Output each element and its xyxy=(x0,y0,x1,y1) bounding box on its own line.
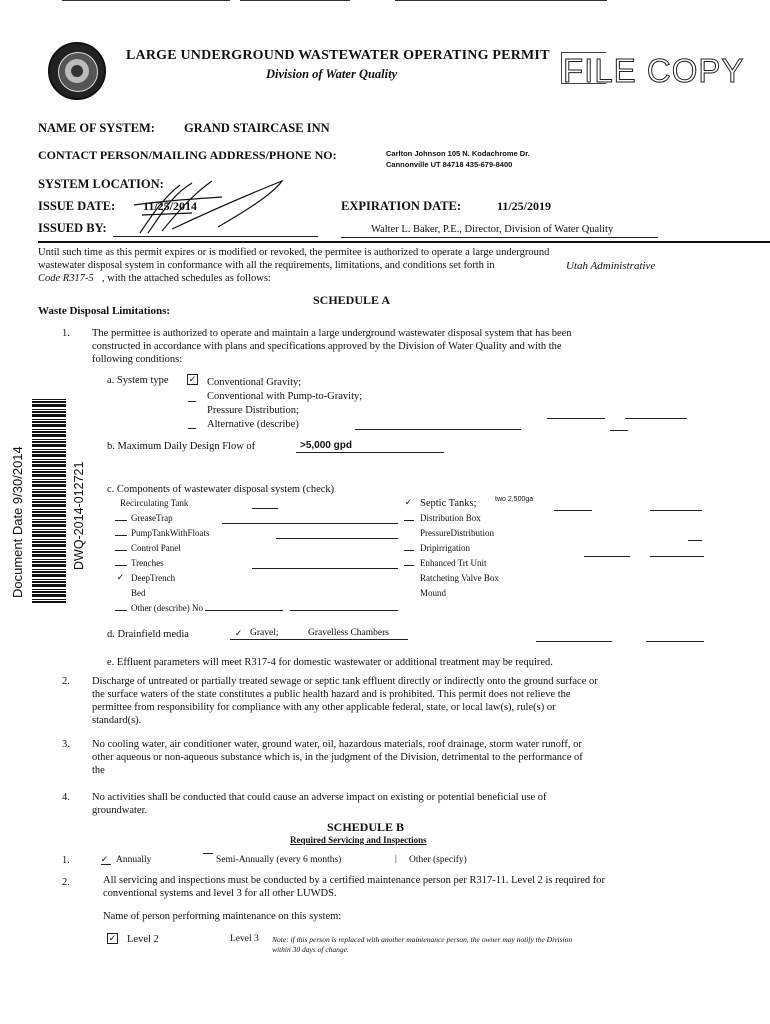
component-recirculating-tank: Recirculating Tank xyxy=(120,498,189,508)
item-2-line-2: the surface waters of the state constitutes a public health hazard and is prohibited. This permit does not relieve the xyxy=(92,689,571,700)
component-septic-tanks: Septic Tanks; xyxy=(420,498,477,509)
checkbox-gravel[interactable]: ✓ xyxy=(234,628,243,638)
effluent-parameters: e. Effluent parameters will meet R317-4 for domestic wastewater or additional treatment may be required. xyxy=(107,657,553,668)
option-pressure-distribution: Pressure Distribution; xyxy=(207,405,299,416)
issued-by-value: Walter L. Baker, P.E., Director, Division of Water Quality xyxy=(371,224,614,235)
item-1-line-3: following conditions: xyxy=(92,354,183,365)
system-location-label: SYSTEM LOCATION: xyxy=(38,177,164,191)
option-annually: Annually xyxy=(116,855,152,865)
schedule-b-item-1-number: 1. xyxy=(62,855,70,866)
level-3-label: Level 3 xyxy=(230,934,259,944)
component-enhanced-treatment: Enhanced Trt Unit xyxy=(420,558,487,568)
document-barcode xyxy=(32,398,66,603)
contact-line2: Cannonville UT 84718 435-679-8400 xyxy=(386,160,513,169)
checkbox-annually[interactable]: ✓ xyxy=(100,854,109,864)
drainfield-media-label: d. Drainfield media xyxy=(107,629,189,640)
checkbox-deep-trench[interactable]: ✓ xyxy=(116,572,125,582)
intro-line-2: wastewater disposal system in conformance with all the requirements, limitations, and conditions set forth in xyxy=(38,260,495,271)
issued-by-label: ISSUED BY: xyxy=(38,221,107,235)
item-2-line-1: Discharge of untreated or partially treated sewage or septic tank effluent directly or indirectly onto the ground surface or xyxy=(92,676,598,687)
maintenance-note-line-1: Note: if this person is replaced with another maintenance person, the owner may notify the Division xyxy=(272,935,573,944)
item-2-number: 2. xyxy=(62,676,70,687)
component-distribution-box: Distribution Box xyxy=(420,513,481,523)
max-flow-value: >5,000 gpd xyxy=(300,440,352,451)
intro-code-number: Code R317-5 xyxy=(38,273,94,284)
file-copy-stamp: FILE COPY xyxy=(563,52,745,89)
item-1-number: 1. xyxy=(62,328,70,339)
component-ratcheting-valve-box: Ratcheting Valve Box xyxy=(420,573,499,583)
contact-line1: Carlton Johnson 105 N. Kodachrome Dr. xyxy=(386,149,530,158)
option-other-marker: | xyxy=(395,853,397,863)
item-4-number: 4. xyxy=(62,792,70,803)
component-pump-tank: PumpTankWithFloats xyxy=(131,528,210,538)
item-3-line-2: other aqueous or non-aqueous substance which is, in the judgment of the Division, detrimental to the performance of xyxy=(92,752,583,763)
schedule-b-item-2-line-1: All servicing and inspections must be conducted by a certified maintenance person per R317-11. Level 2 is required for xyxy=(103,875,605,886)
drainfield-gravel: Gravel; xyxy=(250,628,279,638)
expiration-date-value: 11/25/2019 xyxy=(497,199,552,213)
item-1-line-1: The permittee is authorized to operate and maintain a large underground wastewater disposal system that has been xyxy=(92,328,572,339)
item-3-line-1: No cooling water, air conditioner water, ground water, oil, hazardous materials, roof drainage, storm water runoff, or xyxy=(92,739,582,750)
component-trenches: Trenches xyxy=(131,558,164,568)
option-alternative: Alternative (describe) xyxy=(207,419,299,430)
component-mound: Mound xyxy=(420,588,447,598)
permit-title: LARGE UNDERGROUND WASTEWATER OPERATING PERMIT xyxy=(126,48,550,63)
component-bed: Bed xyxy=(131,588,146,598)
director-signature xyxy=(122,175,322,237)
system-type-label: a. System type xyxy=(107,375,169,386)
item-4-line-1: No activities shall be conducted that could cause an adverse impact on existing or potential beneficial use of xyxy=(92,792,547,803)
maintenance-note-line-2: within 30 days of change. xyxy=(272,945,349,954)
component-drip-irrigation: Dripirrigation xyxy=(420,543,470,553)
division-subtitle: Division of Water Quality xyxy=(266,67,398,81)
schedule-a-title: SCHEDULE A xyxy=(313,293,391,307)
schedule-b-subtitle: Required Servicing and Inspections xyxy=(290,835,427,845)
expiration-date-label: EXPIRATION DATE: xyxy=(341,199,462,213)
component-pressure-distribution: PressureDistribution xyxy=(420,528,494,538)
item-3-number: 3. xyxy=(62,739,70,750)
item-2-line-4: standard(s). xyxy=(92,715,142,726)
checkbox-conventional-gravity[interactable]: ✓ xyxy=(188,374,197,384)
document-date-label: Document Date 9/30/2014 xyxy=(10,446,25,598)
checkbox-septic-tanks[interactable]: ✓ xyxy=(404,497,413,507)
component-deep-trench: DeepTrench xyxy=(131,573,176,583)
contact-label: CONTACT PERSON/MAILING ADDRESS/PHONE NO: xyxy=(38,148,337,162)
item-4-line-2: groundwater. xyxy=(92,805,148,816)
item-1-line-2: constructed in accordance with plans and specifications approved by the Division of Water Quality and with the xyxy=(92,341,562,352)
state-seal-logo xyxy=(48,42,106,100)
component-grease-trap: GreaseTrap xyxy=(131,513,173,523)
component-other: Other (describe) No xyxy=(131,603,203,613)
maintenance-person-line: Name of person performing maintenance on this system: xyxy=(103,911,342,922)
schedule-b-title: SCHEDULE B xyxy=(327,820,405,834)
intro-line-1: Until such time as this permit expires or is modified or revoked, the permitee is authorized to operate a large underground xyxy=(38,247,550,258)
waste-disposal-heading: Waste Disposal Limitations: xyxy=(38,305,171,317)
component-control-panel: Control Panel xyxy=(131,543,181,553)
option-pump-to-gravity: Conventional with Pump-to-Gravity; xyxy=(207,391,363,402)
schedule-b-item-2-line-2: conventional systems and level 3 for all other LUWDS. xyxy=(103,888,337,899)
septic-tank-note: two 2,500ga xyxy=(495,496,534,503)
system-name-value: GRAND STAIRCASE INN xyxy=(184,121,330,135)
item-3-line-3: the xyxy=(92,765,105,776)
checkbox-level-2[interactable]: ✓ xyxy=(108,933,117,943)
system-name-label: NAME OF SYSTEM: xyxy=(38,121,155,135)
document-id-label: DWQ-2014-012721 xyxy=(72,461,86,570)
drainfield-gravelless-chambers: Gravelless Chambers xyxy=(308,628,389,638)
item-2-line-3: permittee from responsibility for compliance with any other applicable federal, state, or local law(s), rule(s) or xyxy=(92,702,556,713)
issue-date-label: ISSUE DATE: xyxy=(38,199,116,213)
option-semi-annually: Semi-Annually (every 6 months) xyxy=(216,855,342,865)
intro-line-3: , with the attached schedules as follows: xyxy=(102,273,271,284)
max-flow-label: b. Maximum Daily Design Flow of xyxy=(107,441,256,452)
schedule-b-item-2-number: 2. xyxy=(62,877,70,888)
intro-code-ref: Utah Administrative xyxy=(566,260,656,272)
level-2-label: Level 2 xyxy=(127,934,159,945)
option-other: Other (specify) xyxy=(409,855,467,865)
issue-date-value: 11/25/2014 xyxy=(143,199,198,213)
components-label: c. Components of wastewater disposal system (check) xyxy=(107,484,335,495)
option-conventional-gravity: Conventional Gravity; xyxy=(207,377,302,388)
